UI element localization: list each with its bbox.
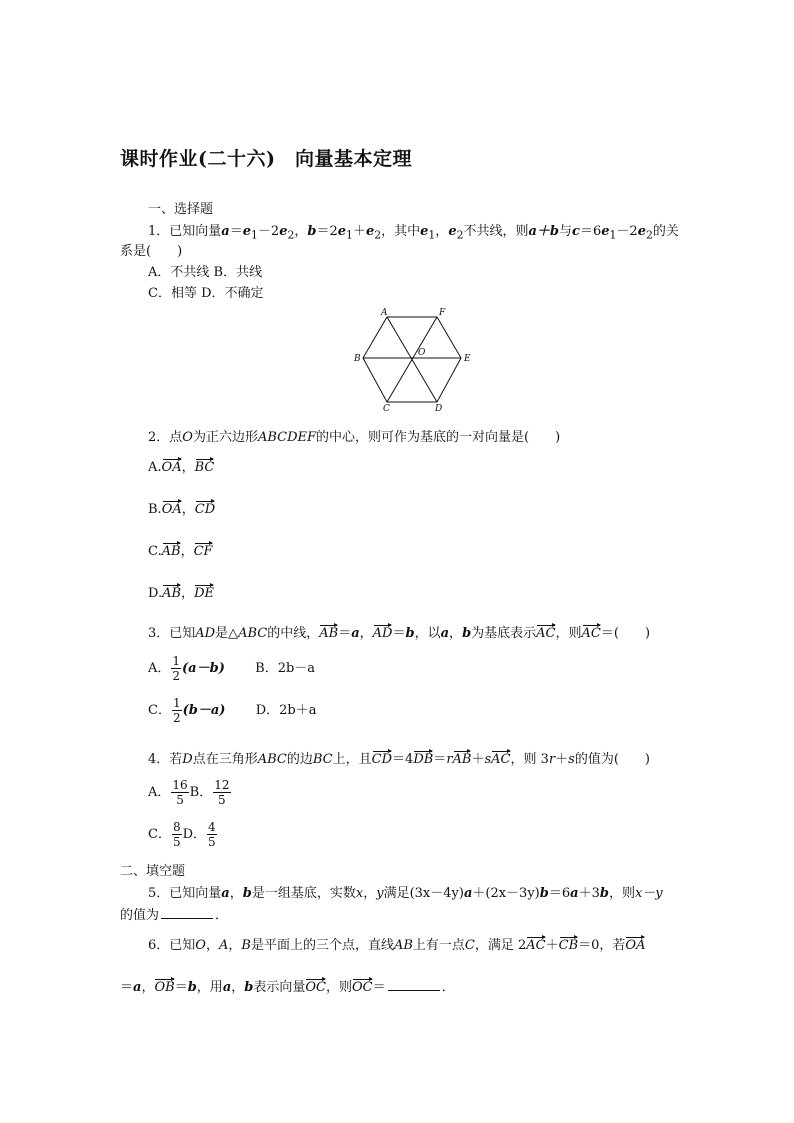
answer-blank[interactable] [388,990,440,991]
vertex-label-f: F [439,308,446,318]
question-3-options-ab: A． $\frac{1}{2}$ (a－b) B．2b－a [148,654,316,683]
question-2-stem: 2．点O为正六边形ABCDEF的中心，则可作为基底的一对向量是( ) [148,430,561,445]
question-5-line-2: 的值为 ． [120,908,229,923]
question-4-stem: 4．若D点在三角形ABC的边BC上，且CD＝4DB＝rAB＋sAC，则 3r＋s的值为( ) [148,748,650,767]
question-1-line-2: 系是( ) [120,244,183,259]
question-3-stem: 3．已知AD是△ABC的中线，AB＝a，AD＝b，以a，b为基底表示AC，则AC＝( ) [148,622,650,641]
hexagon-figure [348,303,478,415]
vertex-label-e: E [464,354,471,364]
center-label-o: O [418,348,426,358]
question-6-line-1: 6．已知O，A，B是平面上的三个点，直线AB上有一点C，满足 2AC＋CB＝0，若OA [148,934,645,953]
question-4-options-ab: A． $\frac{16}{5}$ B． $\frac{12}{5}$ [148,778,230,807]
page-title: 课时作业(二十六) 向量基本定理 [120,148,412,170]
question-1-options-ab: A．不共线 B．共线 [148,265,263,280]
question-2-option-c: C.AB，CF [148,540,213,559]
section-heading-fill: 二、填空题 [120,864,186,879]
question-2-option-b: B.OA，CD [148,498,215,517]
vertex-label-b: B [354,354,361,364]
question-2-option-a: A.OA，BC [148,456,214,475]
answer-blank[interactable] [161,918,213,919]
question-2-option-d: D.AB，DE [148,582,214,601]
fraction-half: $\frac{1}{2}$ [172,654,181,683]
question-5-line-1: 5．已知向量a，b是一组基底，实数x，y满足(3x－4y)a＋(2x－3y)b＝6a＋3b，则x－y [148,886,663,901]
fraction-half: $\frac{1}{2}$ [172,696,181,725]
question-1-options-cd: C．相等 D．不确定 [148,286,264,301]
question-4-options-cd: C． $\frac{8}{5}$ D． $\frac{4}{5}$ [148,820,216,849]
vertex-label-c: C [383,404,390,414]
vertex-label-d: D [435,404,443,414]
question-1-line-1: 1．已知向量$a=e_1-2e_2$，$b=2e_1+e_2$，其中$e_1$，$e_2$不共线，则a＋b与$c=6e_1-2e_2$的关 [148,224,679,242]
question-6-line-2: ＝a，OB＝b，用a，b表示向量OC，则OC＝ ． [120,976,455,995]
question-3-options-cd: C． $\frac{1}{2}$ (b－a) D．2b＋a [148,696,317,725]
vertex-label-a: A [381,308,388,318]
section-heading-choice: 一、选择题 [148,202,214,217]
